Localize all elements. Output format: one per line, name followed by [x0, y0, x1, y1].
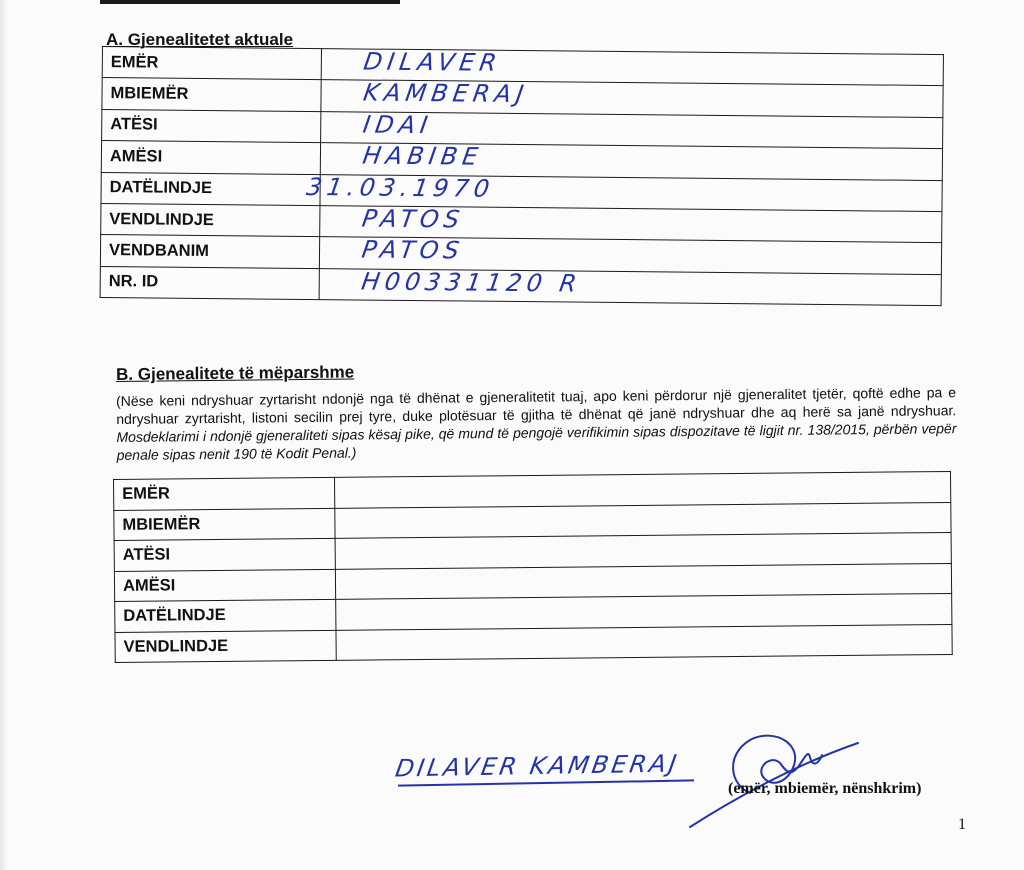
signature-scribble	[680, 715, 870, 835]
handwritten-value: DILAVER	[361, 47, 504, 77]
section-a-title: A. Gjenealitetet aktuale	[106, 30, 294, 49]
instructions-warning: Mosdeklarimi i ndonjë gjeneraliteti sipas kësaj pike, që mund të pengojë verifikimin sipas dispozitave të ligjit nr. 138/2015, përbën vepër penale sipas nenit 190 të Kodit Penal.)	[116, 420, 957, 463]
row-label: ATËSI	[102, 109, 321, 142]
row-label: EMËR	[114, 477, 335, 510]
row-label: EMËR	[102, 47, 321, 80]
row-label: VENDLINDJE	[115, 630, 336, 663]
handwritten-value: PATOS	[359, 235, 466, 265]
table-row	[100, 266, 941, 305]
handwritten-value: IDAI	[361, 110, 435, 139]
instructions-text: (Nëse keni ndryshuar zyrtarisht ndonjë nga të dhënat e gjeneralitetit tuaj, apo keni përdorur një gjeneralitet tjetër, qoftë edhe pa e ndryshuar zyrtarisht, listoni secilin prej tyre, duke plotësuar të gjitha të dhënat që janë ndryshuar dhe aq herë sa janë ndryshuar.	[116, 384, 957, 427]
previous-identity-table	[113, 471, 953, 663]
page-number: 1	[958, 816, 966, 833]
row-label: ATËSI	[114, 538, 335, 571]
handwritten-value: KAMBERAJ	[361, 78, 531, 109]
row-label: AMËSI	[114, 569, 335, 602]
row-label: VENDBANIM	[100, 235, 319, 268]
handwritten-value: H00331120 R	[359, 267, 584, 298]
signature-caption: (emër, mbiemër, nënshkrim)	[728, 780, 922, 797]
row-label: NR. ID	[100, 266, 319, 299]
handwritten-signature-name: DILAVER KAMBERAJ	[393, 749, 682, 783]
handwritten-value: 31.03.1970	[304, 172, 497, 203]
row-value-cell[interactable]	[336, 624, 952, 660]
handwritten-value: HABIBE	[360, 141, 485, 171]
top-rule	[100, 0, 400, 4]
row-label: VENDLINDJE	[101, 203, 320, 236]
row-label: MBIEMËR	[114, 508, 335, 541]
scan-edge-shadow	[0, 0, 8, 870]
section-b-instructions	[116, 383, 957, 464]
handwritten-value: PATOS	[360, 204, 467, 234]
row-value-cell[interactable]	[319, 268, 941, 305]
current-identity-table	[100, 46, 944, 306]
row-label: DATËLINDJE	[115, 599, 336, 632]
row-label: AMËSI	[101, 141, 320, 174]
section-b-title: B. Gjenealitete të mëparshme	[116, 362, 355, 384]
row-label: MBIEMËR	[102, 78, 321, 111]
row-label: DATËLINDJE	[101, 172, 320, 205]
